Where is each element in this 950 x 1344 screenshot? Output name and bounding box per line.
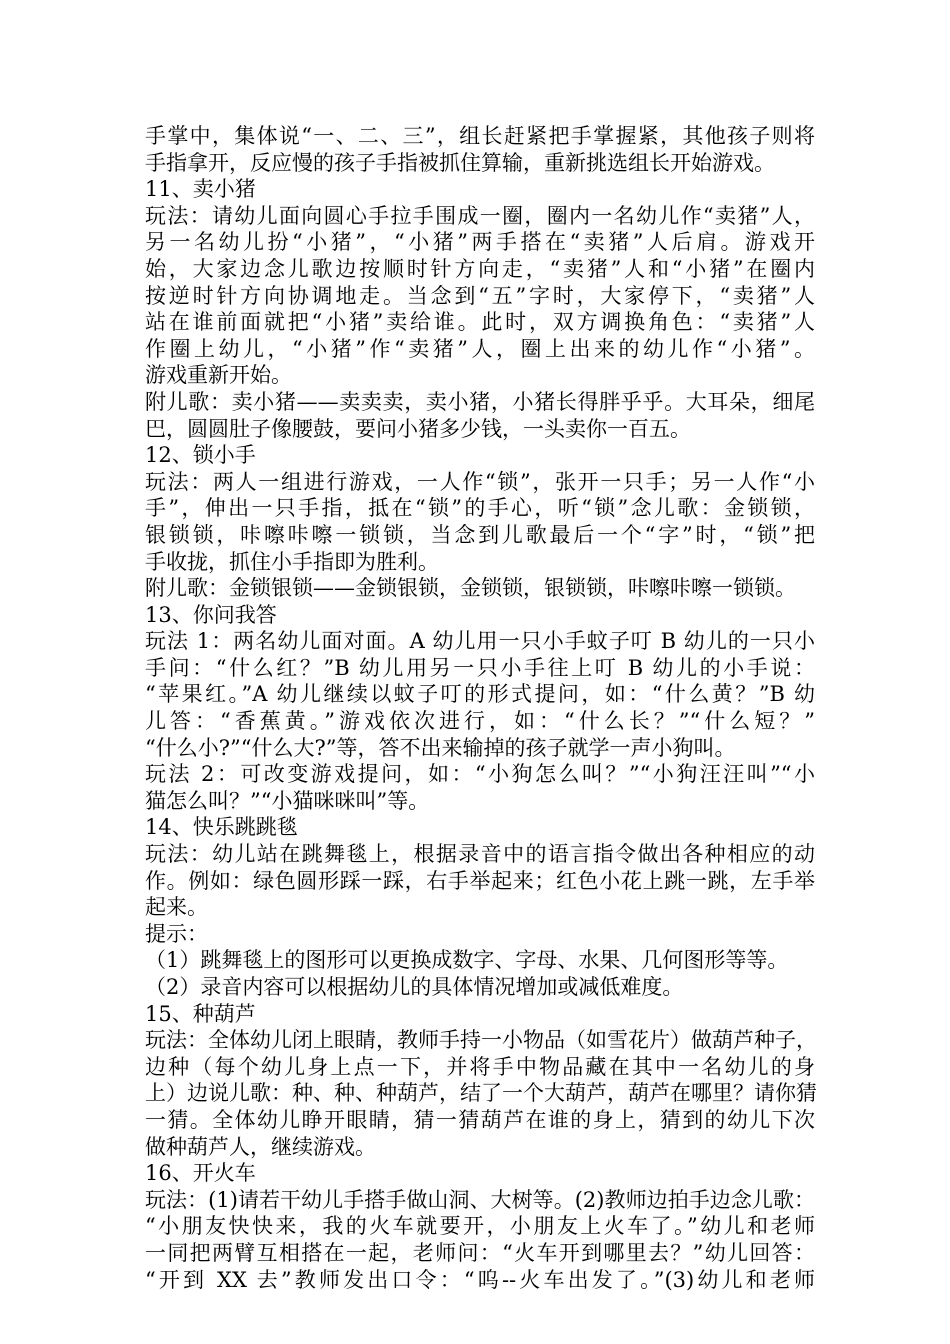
text-line: 银锁锁，咔嚓咔嚓一锁锁，当念到儿歌最后一个“字”时，“锁”把 bbox=[145, 522, 815, 547]
text-line: 附儿歌：金锁银锁——金锁银锁，金锁锁，银锁锁，咔嚓咔嚓一锁锁。 bbox=[145, 576, 796, 601]
section-heading: 16、开火车 bbox=[145, 1161, 256, 1186]
text-line: （1）跳舞毯上的图形可以更换成数字、字母、水果、几何图形等等。 bbox=[145, 948, 789, 973]
section-heading: 14、快乐跳跳毯 bbox=[145, 815, 298, 840]
text-line: 一猜。全体幼儿睁开眼睛，猜一猜葫芦在谁的身上，猜到的幼儿下次 bbox=[145, 1107, 815, 1132]
text-line: “苹果红。”A 幼儿继续以蚊子叮的形式提问，如：“什么黄？”B 幼 bbox=[145, 682, 815, 707]
text-line: 玩法 2：可改变游戏提问，如：“小狗怎么叫？”“小狗汪汪叫”“小 bbox=[145, 762, 815, 787]
text-line: “小朋友快快来，我的火车就要开，小朋友上火车了。”幼儿和老师 bbox=[145, 1214, 815, 1239]
text-line: 猫怎么叫？”“小猫咪咪叫”等。 bbox=[145, 788, 430, 813]
text-line: 起来。 bbox=[145, 895, 208, 920]
text-line: 玩法：请幼儿面向圆心手拉手围成一圈，圈内一名幼儿作“卖猪”人， bbox=[145, 203, 815, 228]
text-line: “什么小?”“什么大?”等，答不出来输掉的孩子就学一声小狗叫。 bbox=[145, 735, 736, 760]
text-line: 手收拢，抓住小手指即为胜利。 bbox=[145, 549, 439, 574]
text-line: 作。例如：绿色圆形踩一踩，右手举起来；红色小花上跳一跳，左手举 bbox=[145, 868, 815, 893]
text-line: 手指拿开，反应慢的孩子手指被抓住算输，重新挑选组长开始游戏。 bbox=[145, 150, 775, 175]
section-heading: 11、卖小猪 bbox=[145, 177, 256, 202]
text-line: “开到 XX 去”教师发出口令：“呜--火车出发了。”(3)幼儿和老师 bbox=[145, 1267, 815, 1292]
section-heading: 12、锁小手 bbox=[145, 443, 256, 468]
text-line: 游戏重新开始。 bbox=[145, 363, 292, 388]
text-line: 玩法：幼儿站在跳舞毯上，根据录音中的语言指令做出各种相应的动 bbox=[145, 842, 815, 867]
text-line: 上）边说儿歌：种、种、种葫芦，结了一个大葫芦，葫芦在哪里？请你猜 bbox=[145, 1081, 817, 1106]
text-line: 站在谁前面就把“小猪”卖给谁。此时，双方调换角色：“卖猪”人 bbox=[145, 310, 815, 335]
text-line: 手问：“什么红？”B 幼儿用另一只小手往上叮 B 幼儿的小手说： bbox=[145, 655, 815, 680]
section-heading: 15、种葫芦 bbox=[145, 1001, 256, 1026]
text-line: 手”，伸出一只手指，抵在“锁”的手心，听“锁”念儿歌：金锁锁， bbox=[145, 496, 815, 521]
text-line: 儿答：“香蕉黄。”游戏依次进行，如：“什么长？”“什么短？” bbox=[145, 709, 815, 734]
text-line: （2）录音内容可以根据幼儿的具体情况增加或减低难度。 bbox=[145, 975, 684, 999]
text-line: 边种（每个幼儿身上点一下，并将手中物品藏在其中一名幼儿的身 bbox=[145, 1054, 815, 1079]
text-line: 作圈上幼儿，“小猪”作“卖猪”人，圈上出来的幼儿作“小猪”。 bbox=[145, 336, 815, 361]
text-line: 玩法：两人一组进行游戏，一人作“锁”，张开一只手；另一人作“小 bbox=[145, 469, 815, 494]
text-line: 玩法 1：两名幼儿面对面。A 幼儿用一只小手蚊子叮 B 幼儿的一只小 bbox=[145, 629, 815, 654]
text-line: 玩法：全体幼儿闭上眼睛，教师手持一小物品（如雪花片）做葫芦种子， bbox=[145, 1028, 817, 1053]
text-line: 始，大家边念儿歌边按顺时针方向走，“卖猪”人和“小猪”在圈内 bbox=[145, 256, 815, 281]
text-line: 另一名幼儿扮“小猪”，“小猪”两手搭在“卖猪”人后肩。游戏开 bbox=[145, 230, 815, 255]
text-line: 提示： bbox=[145, 921, 208, 946]
text-line: 按逆时针方向协调地走。当念到“五”字时，大家停下，“卖猪”人 bbox=[145, 283, 815, 308]
text-line: 附儿歌：卖小猪——卖卖卖，卖小猪，小猪长得胖乎乎。大耳朵，细尾 bbox=[145, 389, 815, 414]
text-line: 做种葫芦人，继续游戏。 bbox=[145, 1134, 376, 1159]
text-line: 巴，圆圆肚子像腰鼓，要问小猪多少钱，一头卖你一百五。 bbox=[145, 416, 691, 441]
document-body bbox=[145, 123, 815, 1293]
text-line: 玩法：(1)请若干幼儿手搭手做山洞、大树等。(2)教师边拍手边念儿歌： bbox=[145, 1187, 815, 1212]
section-heading: 13、你问我答 bbox=[145, 602, 277, 627]
text-line: 手掌中，集体说“一、二、三”，组长赶紧把手掌握紧，其他孩子则将 bbox=[145, 124, 815, 148]
text-line: 一同把两臂互相搭在一起，老师问：“火车开到哪里去？”幼儿回答： bbox=[145, 1240, 815, 1265]
